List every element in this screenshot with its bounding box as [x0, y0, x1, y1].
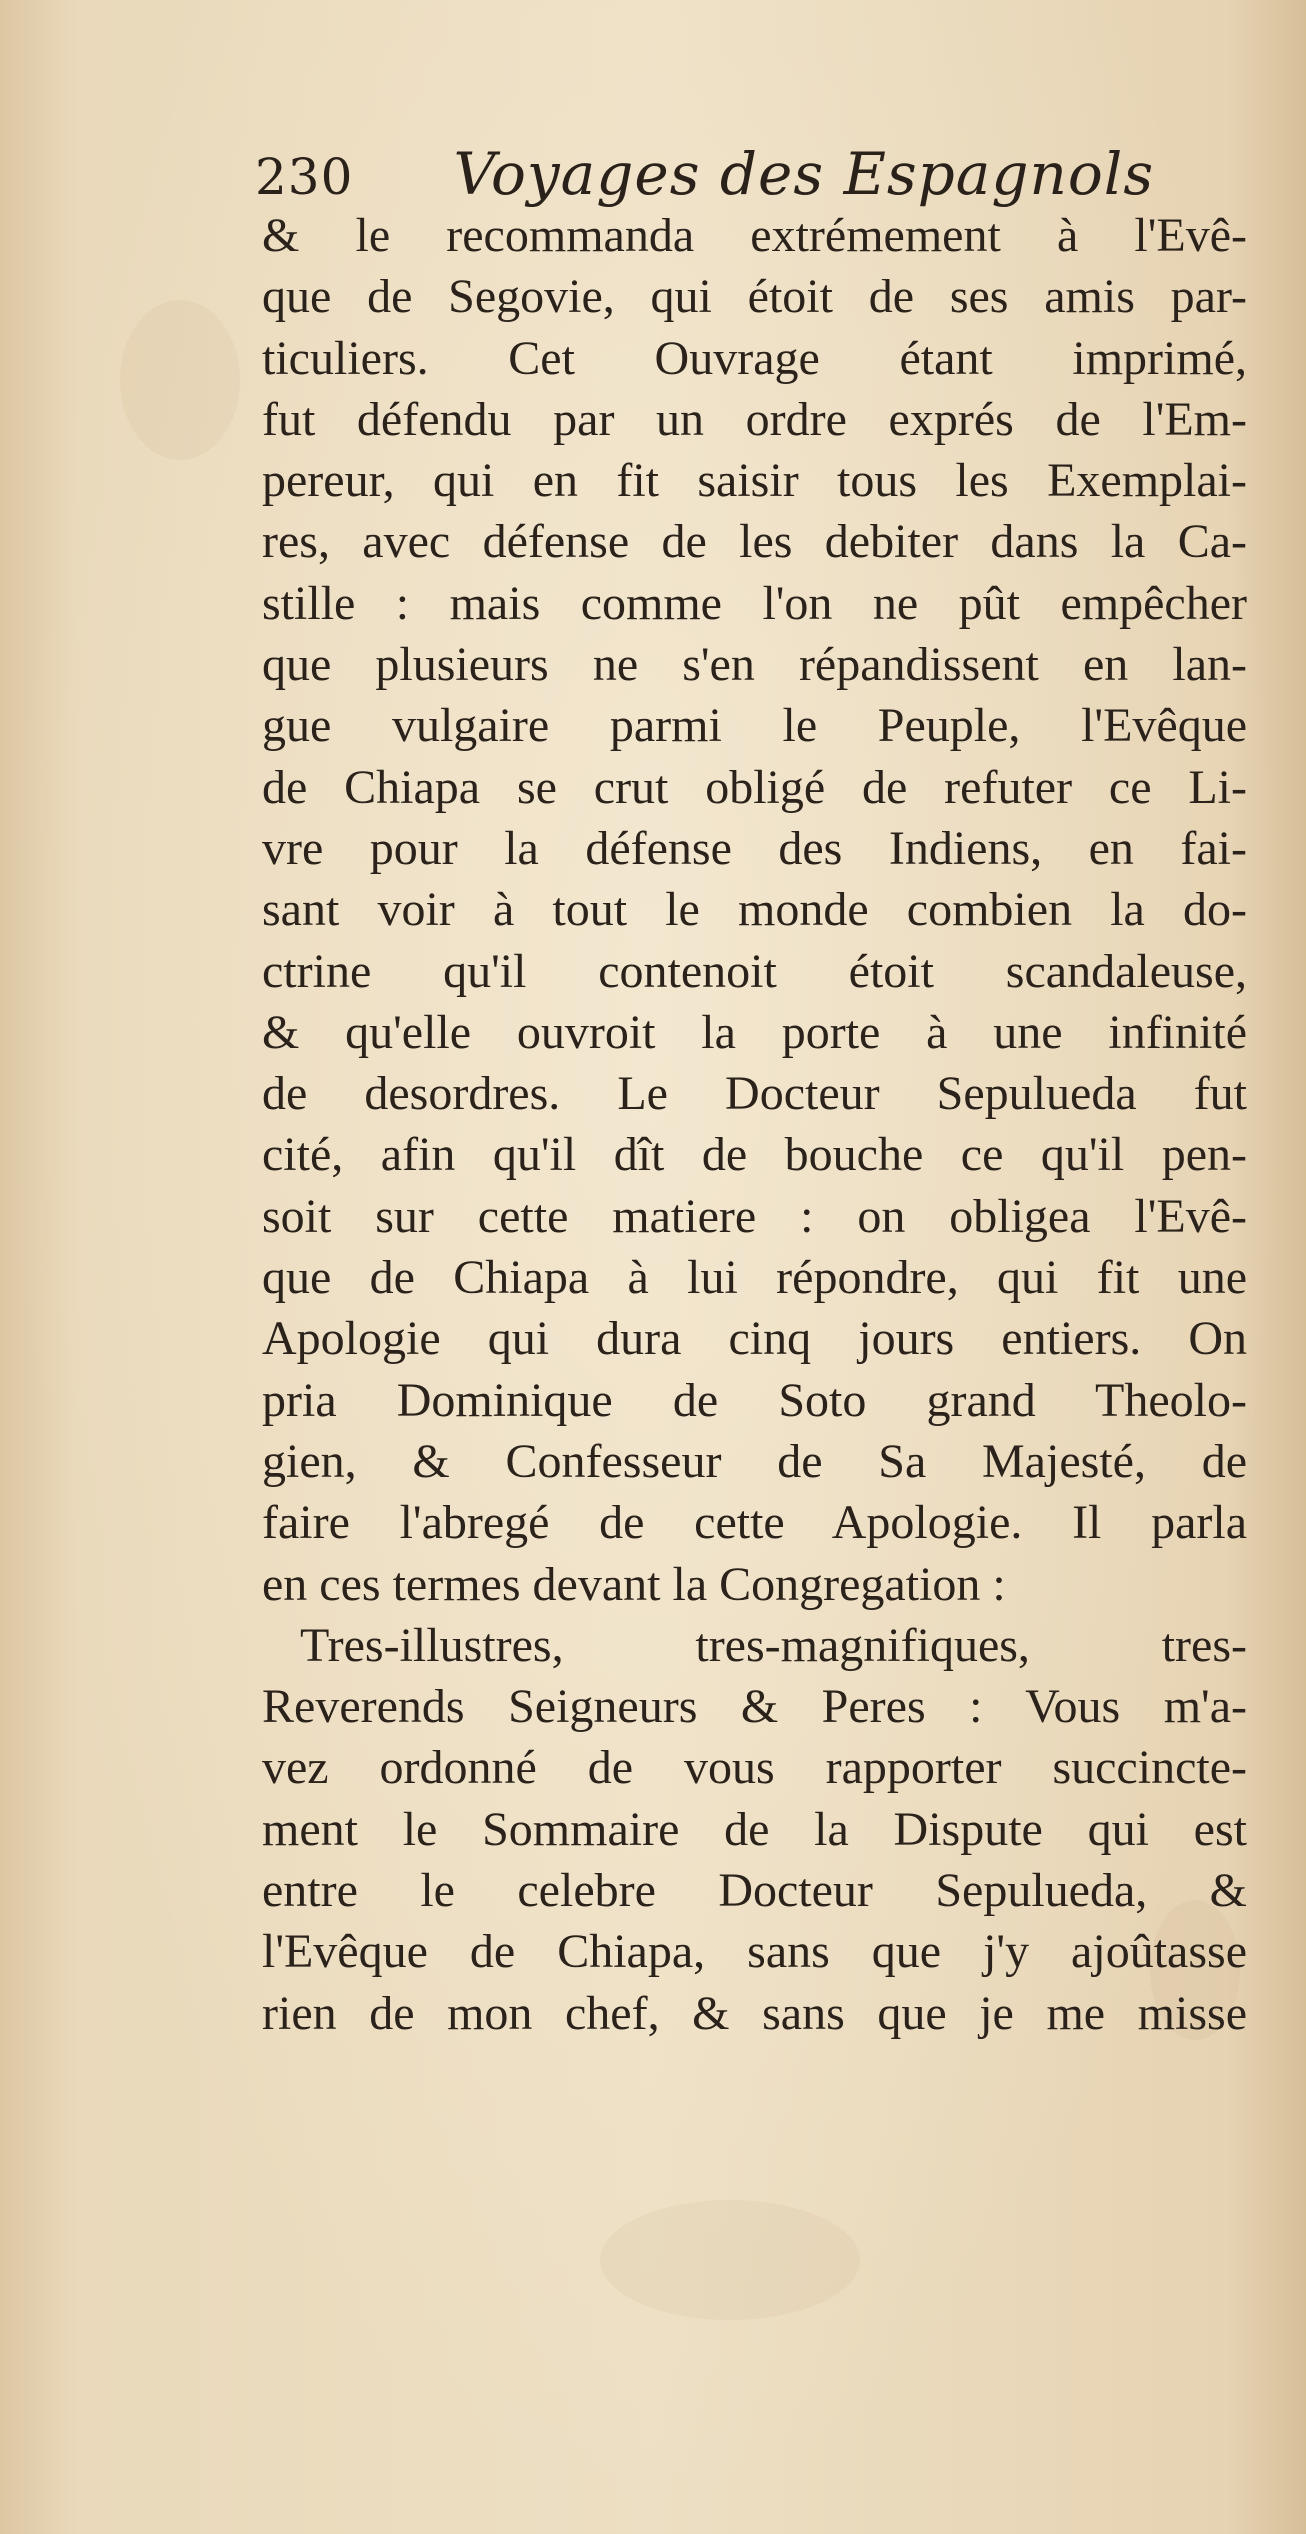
page-number: 230 — [255, 148, 354, 206]
text-line: Reverends Seigneurs & Peres : Vous m'a- — [262, 1680, 1247, 1734]
body-text — [262, 205, 1247, 2044]
running-title: Voyages des Espagnols — [453, 140, 1155, 208]
paper-stain — [120, 300, 240, 460]
text-line: res, avec défense de les debiter dans la Ca- — [262, 515, 1247, 569]
text-line: pereur, qui en fit saisir tous les Exemplai- — [262, 454, 1247, 508]
text-line: fut défendu par un ordre exprés de l'Em- — [262, 392, 1247, 446]
text-line: en ces termes devant la Congregation : — [262, 1557, 1006, 1611]
text-line: de desordres. Le Docteur Sepulueda fut — [262, 1067, 1247, 1121]
paper-stain — [600, 2200, 860, 2320]
text-line: cité, afin qu'il dît de bouche ce qu'il pen- — [262, 1128, 1247, 1182]
text-line: que de Segovie, qui étoit de ses amis par- — [262, 270, 1247, 324]
text-line: & qu'elle ouvroit la porte à une infinité — [262, 1005, 1247, 1059]
text-line: Tres-illustres, tres-magnifiques, tres- — [300, 1618, 1247, 1672]
text-line: gien, & Confesseur de Sa Majesté, de — [262, 1434, 1247, 1488]
text-line: l'Evêque de Chiapa, sans que j'y ajoûtasse — [262, 1925, 1247, 1979]
text-line: Apologie qui dura cinq jours entiers. On — [262, 1312, 1247, 1366]
text-line: entre le celebre Docteur Sepulueda, & — [262, 1864, 1247, 1918]
text-line: rien de mon chef, & sans que je me misse — [262, 1986, 1247, 2040]
text-line: gue vulgaire parmi le Peuple, l'Evêque — [262, 699, 1247, 753]
text-line: sant voir à tout le monde combien la do- — [262, 883, 1247, 937]
text-line: ment le Sommaire de la Dispute qui est — [262, 1802, 1247, 1856]
text-line: ctrine qu'il contenoit étoit scandaleuse, — [262, 944, 1247, 998]
text-line: soit sur cette matiere : on obligea l'Evê- — [262, 1189, 1247, 1243]
text-line: stille : mais comme l'on ne pût empêcher — [262, 576, 1247, 630]
text-line: ticuliers. Cet Ouvrage étant imprimé, — [262, 331, 1247, 385]
text-line: que de Chiapa à lui répondre, qui fit une — [262, 1251, 1247, 1305]
text-line: & le recommanda extrémement à l'Evê- — [262, 209, 1247, 262]
text-line: vre pour la défense des Indiens, en fai- — [262, 821, 1247, 875]
text-line: de Chiapa se crut obligé de refuter ce Li- — [262, 760, 1247, 814]
text-line: que plusieurs ne s'en répandissent en lan- — [262, 638, 1247, 692]
text-line: faire l'abregé de cette Apologie. Il parla — [262, 1496, 1247, 1550]
text-line: pria Dominique de Soto grand Theolo- — [262, 1373, 1247, 1427]
text-line: vez ordonné de vous rapporter succincte- — [262, 1741, 1247, 1795]
